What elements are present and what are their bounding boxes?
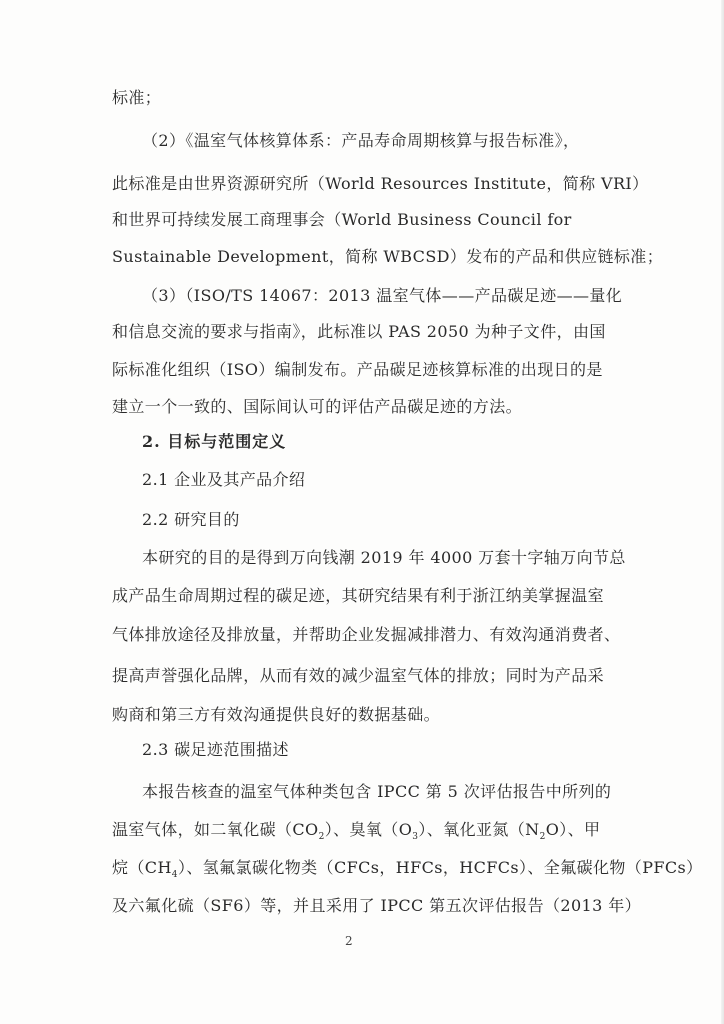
- text-line: [112, 820, 601, 843]
- text-line: 和世界可持续发展工商理事会（World Business Council for: [112, 210, 572, 229]
- text-fragment: 烷（CH: [112, 858, 172, 877]
- page-number: 2: [345, 934, 353, 948]
- subsection-heading: 2.3 碳足迹范围描述: [142, 740, 289, 759]
- text-line: 本研究的目的是得到万向钱潮 2019 年 4000 万套十字轴万向节总: [142, 548, 626, 567]
- subscript: 2: [539, 832, 546, 843]
- text-fragment: O）、甲: [545, 820, 601, 839]
- text-fragment: ）、氧化亚氮（N: [418, 820, 540, 839]
- text-line: 和信息交流的要求与指南》，此标准以 PAS 2050 为种子文件，由国: [112, 322, 606, 341]
- subscript: 4: [171, 870, 178, 881]
- text-line: [112, 858, 703, 881]
- subscript: 2: [318, 832, 325, 843]
- text-line: 成产品生命周期过程的碳足迹，其研究结果有利于浙江纳美掌握温室: [112, 586, 605, 605]
- text-line: 本报告核查的温室气体种类包含 IPCC 第 5 次评估报告中所列的: [142, 782, 612, 801]
- text-line: （3）（ISO/TS 14067：2013 温室气体——产品碳足迹——量化: [142, 286, 623, 305]
- subscript: 3: [412, 832, 419, 843]
- text-line: 购商和第三方有效沟通提供良好的数据基础。: [112, 705, 441, 724]
- text-line: 提高声誉强化品牌，从而有效的减少温室气体的排放；同时为产品采: [112, 666, 605, 685]
- text-line: 及六氟化硫（SF6）等，并且采用了 IPCC 第五次评估报告（2013 年）: [112, 896, 641, 915]
- text-line: 建立一个一致的、国际间认可的评估产品碳足迹的方法。: [112, 397, 523, 416]
- subsection-heading: 2.1 企业及其产品介绍: [142, 470, 306, 489]
- text-line: 际标准化组织（ISO）编制发布。产品碳足迹核算标准的出现日的是: [112, 360, 603, 379]
- text-line: 气体排放途径及排放量，并帮助企业发掘减排潜力、有效沟通消费者、: [112, 625, 621, 644]
- section-heading: 2. 目标与范围定义: [142, 432, 287, 451]
- subsection-heading: 2.2 研究目的: [142, 510, 240, 529]
- text-line: 标准；: [112, 88, 162, 107]
- text-fragment: ）、氢氟氯碳化物类（CFCs，HFCs，HCFCs）、全氟碳化物（PFCs）: [177, 858, 703, 877]
- text-line: 此标准是由世界资源研究所（World Resources Institute，简称 VRI）: [112, 174, 649, 193]
- text-fragment: ）、臭氧（O: [324, 820, 413, 839]
- text-fragment: 温室气体，如二氧化碳（CO: [112, 820, 319, 839]
- text-line: （2）《温室气体核算体系：产品寿命周期核算与报告标准》，: [142, 131, 580, 150]
- text-line: Sustainable Development，简称 WBCSD）发布的产品和供应链标准；: [112, 247, 664, 266]
